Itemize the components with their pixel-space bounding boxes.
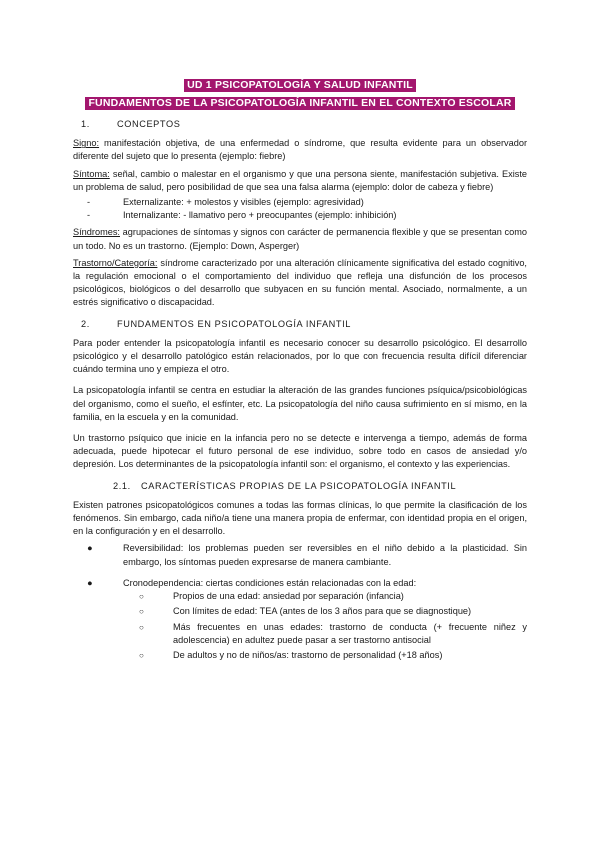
document-title — [0, 75, 600, 111]
list-item: - Internalizante: - llamativo pero + preocupantes (ejemplo: inhibición) — [87, 210, 397, 221]
paragraph: Existen patrones psicopatológicos comunes a todas las formas clínicas, lo que permite la clasificación de los fenómenos. Sin embargo, cada niño/a tiene una manera propia de enfermar, con identidad propia en el origen, en la configuración y en el desarrollo. — [73, 499, 527, 537]
section-2-number: 2. — [81, 318, 90, 329]
term-sintoma: Síntoma: — [73, 168, 110, 179]
term-sindromes: Síndromes: — [73, 227, 120, 238]
list-item: ○ Propios de una edad: ansiedad por separación (infancia) — [139, 591, 404, 602]
paragraph: Un trastorno psíquico que inicie en la infancia pero no se detecte e intervenga a tiempo, además de forma adecuada, puede hipotecar el futuro personal de ese individuo, sobre todo en casos de ansiedad y/o depresión. Los determinantes de la psicopatología infantil son: el organismo, el contexto y las experiencias. — [73, 433, 527, 470]
characteristics-list — [73, 542, 527, 662]
section-2-heading — [81, 318, 527, 331]
text-signo: manifestación objetiva, de una enfermedad o síndrome, que resulta evidente para un observador diferente del sujeto que lo presenta (ejemplo: fiebre) — [73, 138, 527, 162]
list-item-reversibilidad: ● Reversibilidad: los problemas pueden ser reversibles en el niño debido a la plasticidad. Sin embargo, los síntomas pueden expresarse de manera cambiante. — [87, 543, 527, 567]
text-sintoma: señal, cambio o malestar en el organismo y que una persona siente, manifestación subjetiva. Existe un problema de salud, pero posibilidad de que sea una falsa alarma (ejemplo: dolor de cabeza y fiebre) — [73, 168, 527, 192]
text-sindromes: agrupaciones de síntomas y signos con carácter de permanencia flexible y que se presentan como un todo. No es un trastorno. (Ejemplo: Down, Asperger) — [73, 227, 527, 251]
definition-sindromes — [73, 226, 527, 252]
text-trastorno: síndrome caracterizado por una alteración clínicamente significativa del estado cognitivo, la regulación emocional o el comportamiento del individuo que refleja una disfunción de los procesos psicológicos, biológicos o del desarrollo que subyacen en su función mental. Asociado, normalmente, a un estrés significativo o discapacidad. — [73, 257, 527, 308]
term-signo: Signo: — [73, 138, 100, 149]
section-1-title: CONCEPTOS — [117, 119, 181, 129]
list-item: ○ De adultos y no de niños/as: trastorno de personalidad (+18 años) — [139, 649, 443, 660]
definition-sintoma — [73, 168, 527, 194]
list-item-cronodependencia: ● Cronodependencia: ciertas condiciones están relacionadas con la edad: ○ Propios de una edad: ansiedad por separación (infancia) ○ Con límites de edad: TEA (antes de los 3 años para que se diagnostique) ○ Más frecuentes en unas edades: trastorno de conducta (+ frecuente niñez y adolescencia) en adultez puede pasar a ser trastorno antisocial ○ De adultos y no de niños/as: trastorno de personalidad (+18 años) — [87, 577, 527, 662]
section-2-title: FUNDAMENTOS EN PSICOPATOLOGÍA INFANTIL — [117, 318, 351, 329]
list-item: ○ Con límites de edad: TEA (antes de los 3 años para que se diagnostique) — [139, 606, 472, 617]
list-item: ○ Más frecuentes en unas edades: trastorno de conducta (+ frecuente niñez y adolescencia) en adultez puede pasar a ser trastorno antisocial — [139, 621, 527, 645]
cronodependencia-sublist — [123, 590, 527, 662]
definition-signo — [73, 137, 527, 163]
paragraph: La psicopatología infantil se centra en estudiar la alteración de las grandes funciones psíquica/psicobiológicas del organismo, como el sueño, el esfínter, etc. La psicopatología del niño causa sufrimiento en sí mismo, en la familia, en la escuela y en la comunidad. — [73, 385, 527, 422]
section-2-1-title: CARACTERÍSTICAS PROPIAS DE LA PSICOPATOLOGÍA INFANTIL — [141, 480, 457, 491]
definition-trastorno — [73, 257, 527, 310]
title-line-1: UD 1 PSICOPATOLOGÍA Y SALUD INFANTIL — [184, 79, 416, 92]
section-1-heading — [81, 118, 527, 131]
section-1-number: 1. — [81, 119, 90, 129]
sintoma-types-list — [73, 196, 527, 222]
term-trastorno: Trastorno/Categoría: — [73, 257, 158, 268]
title-line-2: FUNDAMENTOS DE LA PSICOPATOLOGÍA INFANTIL EN EL CONTEXTO ESCOLAR — [85, 97, 514, 110]
section-2-1-heading — [113, 480, 527, 493]
section-2-1-number: 2.1. — [113, 480, 131, 491]
list-item: - Externalizante: + molestos y visibles (ejemplo: agresividad) — [87, 197, 364, 208]
document-body — [73, 118, 527, 664]
paragraph: Para poder entender la psicopatología infantil es necesario conocer su desarrollo psicológico. El desarrollo psicológico y el desarrollo patológico están relacionados, por lo que con frecuencia resulta difícil diferenciar cuándo termina uno y empieza el otro. — [73, 337, 527, 375]
